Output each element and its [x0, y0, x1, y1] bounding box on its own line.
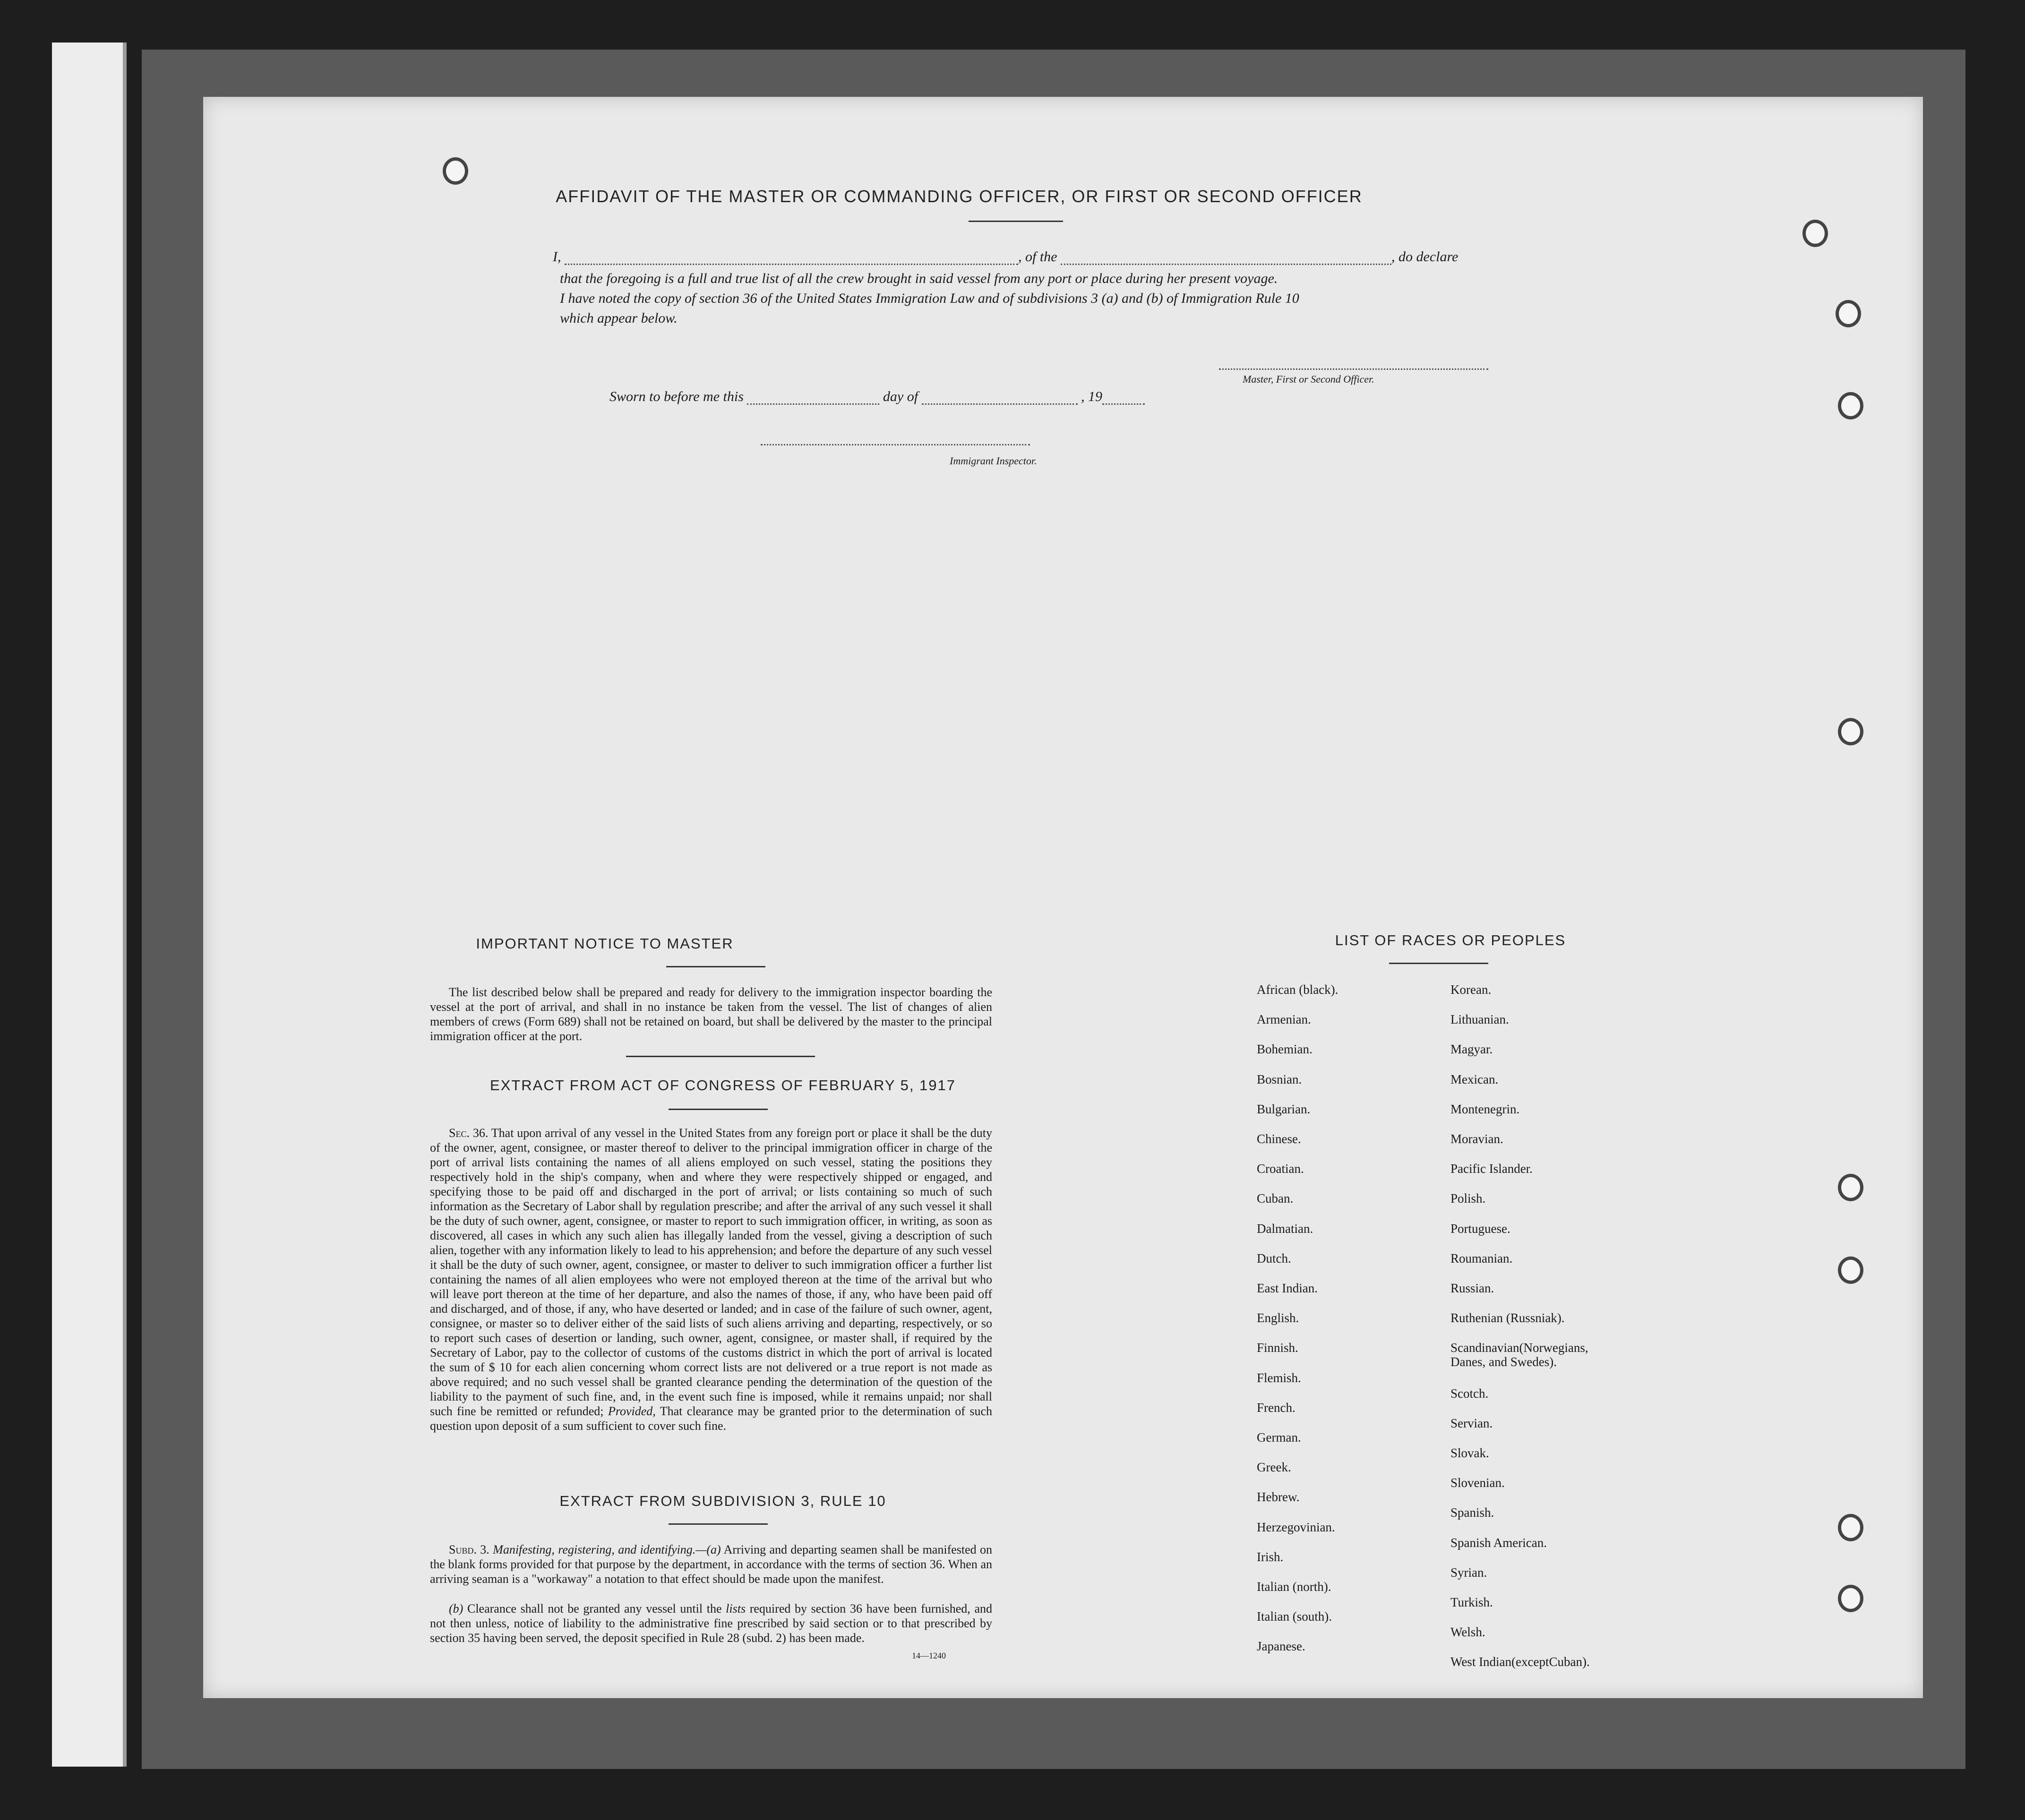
vessel-name-field[interactable] — [1061, 264, 1391, 265]
act-extract-title: EXTRACT FROM ACT OF CONGRESS OF FEBRUARY 5, 1917 — [489, 1077, 956, 1094]
race-item: Cuban. — [1257, 1191, 1294, 1206]
race-item: Armenian. — [1257, 1012, 1311, 1027]
act-body: That upon arrival of any vessel in the United States from any foreign port or place it shall be the duty of the owner, agent, consignee, or master thereof to deliver to the principal immigration officer in charge of the port of arrival lists containing the names of all aliens employed on such vessel, stating the positions they respectively hold in the ship's company, when and where they were respectively shipped or engaged, and specifying those to be paid off and discharged in the port of arrival; or lists containing so much of such information as the Secretary of Labor shall by regulation prescribe; and after the arrival of any such vessel it shall be the duty of such owner, agent, consignee, or master to report to such immigration officer, in writing, as soon as discovered, all cases in which any such alien has illegally landed from the vessel, giving a description of such alien, together with any information likely to lead to his apprehension; and before the departure of any such vessel it shall be the duty of such owner, agent, consignee, or master to deliver to such immigration officer a further list containing the names of all alien employees who were not employed thereon at the time of the arrival but who will leave port thereon at the time of her departure, and also the names of those, if any, who have been paid off and discharged, and of those, if any, who have deserted or landed; and in case of the failure of such owner, agent, consignee, or master so to deliver either of the said lists of such aliens arriving and departing, respectively, or so to report such cases of desertion or landing, such owner, agent, consignee, or master shall, if required by the Secretary of Labor, pay to the collector of customs of the customs district in which the port of arrival is located the sum of $ 10 for each alien concerning whom correct lists are not delivered or a true report is not made as above required; and no such vessel shall be granted clearance pending the determination of the question of the liability to the payment of such fine, and, in the event such fine is imposed, while it remains unpaid; nor shall such fine be remitted or refunded; — [430, 1126, 993, 1418]
officer-name-field[interactable] — [565, 264, 1018, 265]
race-item: Spanish. — [1450, 1505, 1494, 1520]
punch-hole-icon — [1802, 220, 1828, 247]
b-label: (b) — [449, 1602, 463, 1615]
race-item: German. — [1257, 1430, 1301, 1444]
race-item: Hebrew. — [1257, 1490, 1300, 1504]
races-divider — [1389, 963, 1488, 964]
master-signature-label: Master, First or Second Officer. — [1243, 373, 1374, 385]
race-item: English. — [1257, 1311, 1299, 1325]
rule-text-a — [430, 1542, 992, 1586]
inspector-signature-label: Immigrant Inspector. — [950, 455, 1037, 467]
affidavit-of-the: , of the — [1018, 249, 1057, 265]
race-item: African (black). — [1257, 983, 1339, 997]
sworn-year-prefix: , 19 — [1081, 389, 1103, 404]
race-item: Chinese. — [1257, 1132, 1301, 1146]
sworn-day-field[interactable] — [747, 403, 879, 405]
race-item: Greek. — [1257, 1460, 1291, 1475]
affidavit-line-4: which appear below. — [560, 310, 678, 326]
form-number: 14—1240 — [912, 1651, 946, 1660]
race-item: Danes, and Swedes). — [1450, 1355, 1557, 1369]
act-extract-divider — [669, 1109, 768, 1110]
race-item: Moravian. — [1450, 1132, 1503, 1146]
lists-word: lists — [726, 1602, 746, 1615]
sworn-year-field[interactable] — [1102, 403, 1145, 405]
sworn-month-field[interactable] — [922, 403, 1078, 405]
race-item: Russian. — [1450, 1281, 1494, 1295]
inspector-signature-line[interactable] — [761, 444, 1030, 445]
subd-title: Manifesting, registering, and identifying.—(a) — [493, 1543, 721, 1556]
race-item: Syrian. — [1450, 1565, 1487, 1580]
race-item: Bosnian. — [1257, 1072, 1302, 1086]
race-item: French. — [1257, 1400, 1296, 1415]
rule-extract-divider — [669, 1523, 768, 1525]
race-item: Flemish. — [1257, 1370, 1301, 1385]
provided-word: Provided, — [608, 1404, 656, 1418]
race-item: Dalmatian. — [1257, 1221, 1313, 1236]
notice-text: The list described below shall be prepared and ready for delivery to the immigration inspector boarding the vessel at the port of arrival, and shall in no instance be taken from the vessel. The list of changes of alien members of crews (Form 689) shall not be retained on board, but shall be delivered by the master to the principal immigration officer at the port. — [430, 985, 992, 1043]
punch-hole-icon — [1838, 718, 1863, 745]
race-item: Turkish. — [1450, 1595, 1493, 1609]
sworn-line — [609, 389, 1271, 405]
sworn-prefix: Sworn to before me this — [609, 389, 744, 404]
race-item: Croatian. — [1257, 1162, 1304, 1176]
race-item: Scotch. — [1450, 1386, 1489, 1401]
race-item: Slovenian. — [1450, 1476, 1505, 1490]
race-item: Bohemian. — [1257, 1042, 1313, 1057]
affidavit-declaration-line — [553, 249, 1673, 265]
race-item: Korean. — [1450, 983, 1492, 997]
punch-hole-icon — [443, 157, 468, 185]
document-page — [203, 97, 1923, 1698]
section-label: Sec. 36. — [449, 1126, 489, 1140]
master-signature-line[interactable] — [1219, 368, 1488, 370]
race-item: Bulgarian. — [1257, 1102, 1311, 1116]
race-item: West Indian(exceptCuban). — [1450, 1655, 1590, 1669]
race-item: Polish. — [1450, 1191, 1486, 1206]
notice-title: IMPORTANT NOTICE TO MASTER — [476, 935, 734, 952]
race-item: Magyar. — [1450, 1042, 1493, 1057]
notice-divider — [666, 966, 765, 967]
act-extract-text — [430, 1126, 992, 1433]
rule-text-b — [430, 1601, 992, 1645]
sworn-day-of: day of — [883, 389, 918, 404]
punch-hole-icon — [1838, 1174, 1863, 1201]
race-item: Slovak. — [1450, 1446, 1489, 1460]
race-item: Mexican. — [1450, 1072, 1499, 1086]
rule-body-a: Arriving and departing seamen shall be manifested on the blank forms provided for that purpose by the department, in accordance with the terms of section 36. When an arriving seaman is a "workaway" a notation to that effect should be made upon the manifest. — [430, 1543, 992, 1586]
race-item: Servian. — [1450, 1416, 1493, 1430]
race-item: Lithuanian. — [1450, 1012, 1509, 1027]
race-item: Ruthenian (Russniak). — [1450, 1311, 1565, 1325]
race-item: Portuguese. — [1450, 1221, 1510, 1236]
title-divider — [969, 221, 1063, 222]
affidavit-i: I, — [553, 249, 561, 265]
affidavit-title: AFFIDAVIT OF THE MASTER OR COMMANDING OFFICER, OR FIRST OR SECOND OFFICER — [556, 187, 1363, 206]
affidavit-line-2: that the foregoing is a full and true list of all the crew brought in said vessel from any port or place during her present voyage. — [560, 271, 1278, 286]
race-item: Finnish. — [1257, 1341, 1298, 1355]
affidavit-line-3: I have noted the copy of section 36 of the United States Immigration Law and of subdivisions 3 (a) and (b) of Immigration Rule 10 — [560, 291, 1299, 306]
punch-hole-icon — [1838, 1585, 1863, 1612]
race-item: Montenegrin. — [1450, 1102, 1520, 1116]
race-item: Scandinavian(Norwegians, — [1450, 1341, 1588, 1355]
races-title: LIST OF RACES OR PEOPLES — [1335, 932, 1566, 948]
subd-label: Subd. 3. — [449, 1543, 489, 1556]
race-item: Roumanian. — [1450, 1251, 1513, 1265]
punch-hole-icon — [1836, 300, 1861, 327]
race-item: Dutch. — [1257, 1251, 1291, 1265]
race-item: Japanese. — [1257, 1639, 1305, 1654]
rule-body-b1: Clearance shall not be granted any vessel until the — [467, 1602, 722, 1615]
punch-hole-icon — [1838, 1256, 1863, 1284]
race-item: Welsh. — [1450, 1625, 1485, 1640]
race-item: Italian (north). — [1257, 1580, 1331, 1594]
punch-hole-icon — [1838, 392, 1863, 419]
race-item: Irish. — [1257, 1549, 1284, 1564]
act-body-end: That clearance may be granted prior to the determination of such question upon deposit of a sum sufficient to cover such fine. — [430, 1404, 993, 1433]
rule-body-b2: required by section 36 have been furnished, and not then unless, notice of liability to the administrative fine prescribed by said section or to that prescribed by section 35 having been served, the deposit specified in Rule 28 (subd. 2) has been made. — [430, 1602, 992, 1645]
race-item: Pacific Islander. — [1450, 1162, 1533, 1176]
rule-extract-title: EXTRACT FROM SUBDIVISION 3, RULE 10 — [559, 1493, 886, 1509]
race-item: Herzegovinian. — [1257, 1520, 1335, 1534]
punch-hole-icon — [1838, 1514, 1863, 1541]
race-item: Spanish American. — [1450, 1535, 1547, 1550]
race-item: Italian (south). — [1257, 1609, 1332, 1624]
race-item: East Indian. — [1257, 1281, 1318, 1295]
binder-strip — [52, 43, 127, 1767]
section-divider — [626, 1056, 815, 1057]
affidavit-declare: , do declare — [1391, 249, 1459, 265]
